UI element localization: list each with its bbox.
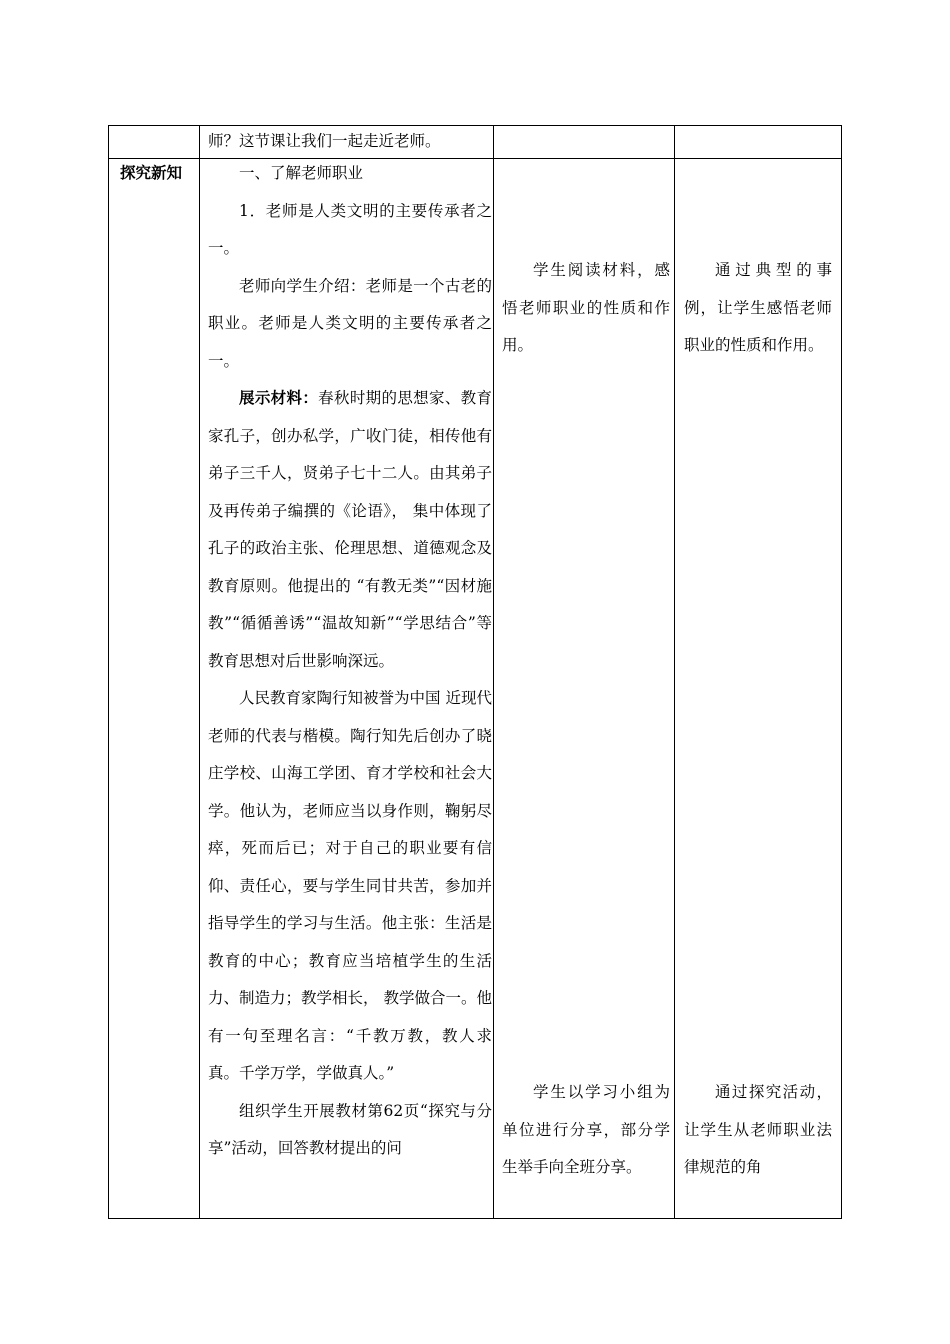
teacher-activity [208,155,492,1168]
material-label: 展示材料： [239,389,319,407]
tao-paragraph: 人民教育家陶行知被誉为中国 近现代老师的代表与楷模。陶行知先后创办了晓庄学校、山海工学团、育才学校和社会大学。他认为，老师应当以身作则，鞠躬尽瘁，死而后已；对于自己的职业要有信仰、责任心，要与学生同甘共苦，参加并指导学生的学习与生活。他主张：生活是教育的中心；教育应当培植学生的生活力、制造力；教学相长， 教学做合一。他有一句至理名言：“千教万教，教人求真。千学万学，学做真人。” [208,689,492,1082]
table-right-border [841,125,842,1219]
table-bottom-border [108,1218,842,1219]
student-activity-2-text: 学生以学习小组为单位进行分享，部分学生举手向全班分享。 [502,1083,670,1176]
section-heading: 一、了解老师职业 [239,164,364,182]
teacher-intro: 老师向学生介绍：老师是一个古老的职业。老师是人类文明的主要传承者之一。 [208,276,492,370]
design-intent-1 [684,252,832,365]
student-activity-1 [502,252,670,365]
design-intent-1-text: 通过典型的事例，让学生感悟老师职业的性质和作用。 [684,261,832,354]
material-text: 春秋时期的思想家、教育家孔子，创办私学，广收门徒，相传他有弟子三千人，贤弟子七十二人。由其弟子及再传弟子编撰的《论语》， 集中体现了孔子的政治主张、伦理思想、道德观念及教育原则。他提出的 “有教无类”“因材施教”“循循善诱”“温故知新”“学思结合”等教育思想对后世影响深远。 [208,389,492,670]
section-label: 探究新知 [120,164,183,182]
top-row-text: 师？这节课让我们一起走近老师。 [208,132,441,150]
material-paragraph [208,380,492,680]
column-divider [493,125,494,1219]
activity-paragraph: 组织学生开展教材第62页“探究与分享”活动，回答教材提出的问 [208,1101,492,1157]
table-left-border [108,125,109,1219]
student-activity-1-text: 学生阅读材料，感悟老师职业的性质和作用。 [502,261,670,354]
point-one: 1．老师是人类文明的主要传承者之一。 [208,201,492,257]
column-divider [199,125,200,1219]
column-divider [674,125,675,1219]
design-intent-2-text: 通过探究活动，让学生从老师职业法律规范的角 [684,1083,832,1176]
student-activity-2 [502,1074,670,1187]
design-intent-2 [684,1074,832,1187]
lesson-plan-table [108,125,842,1219]
